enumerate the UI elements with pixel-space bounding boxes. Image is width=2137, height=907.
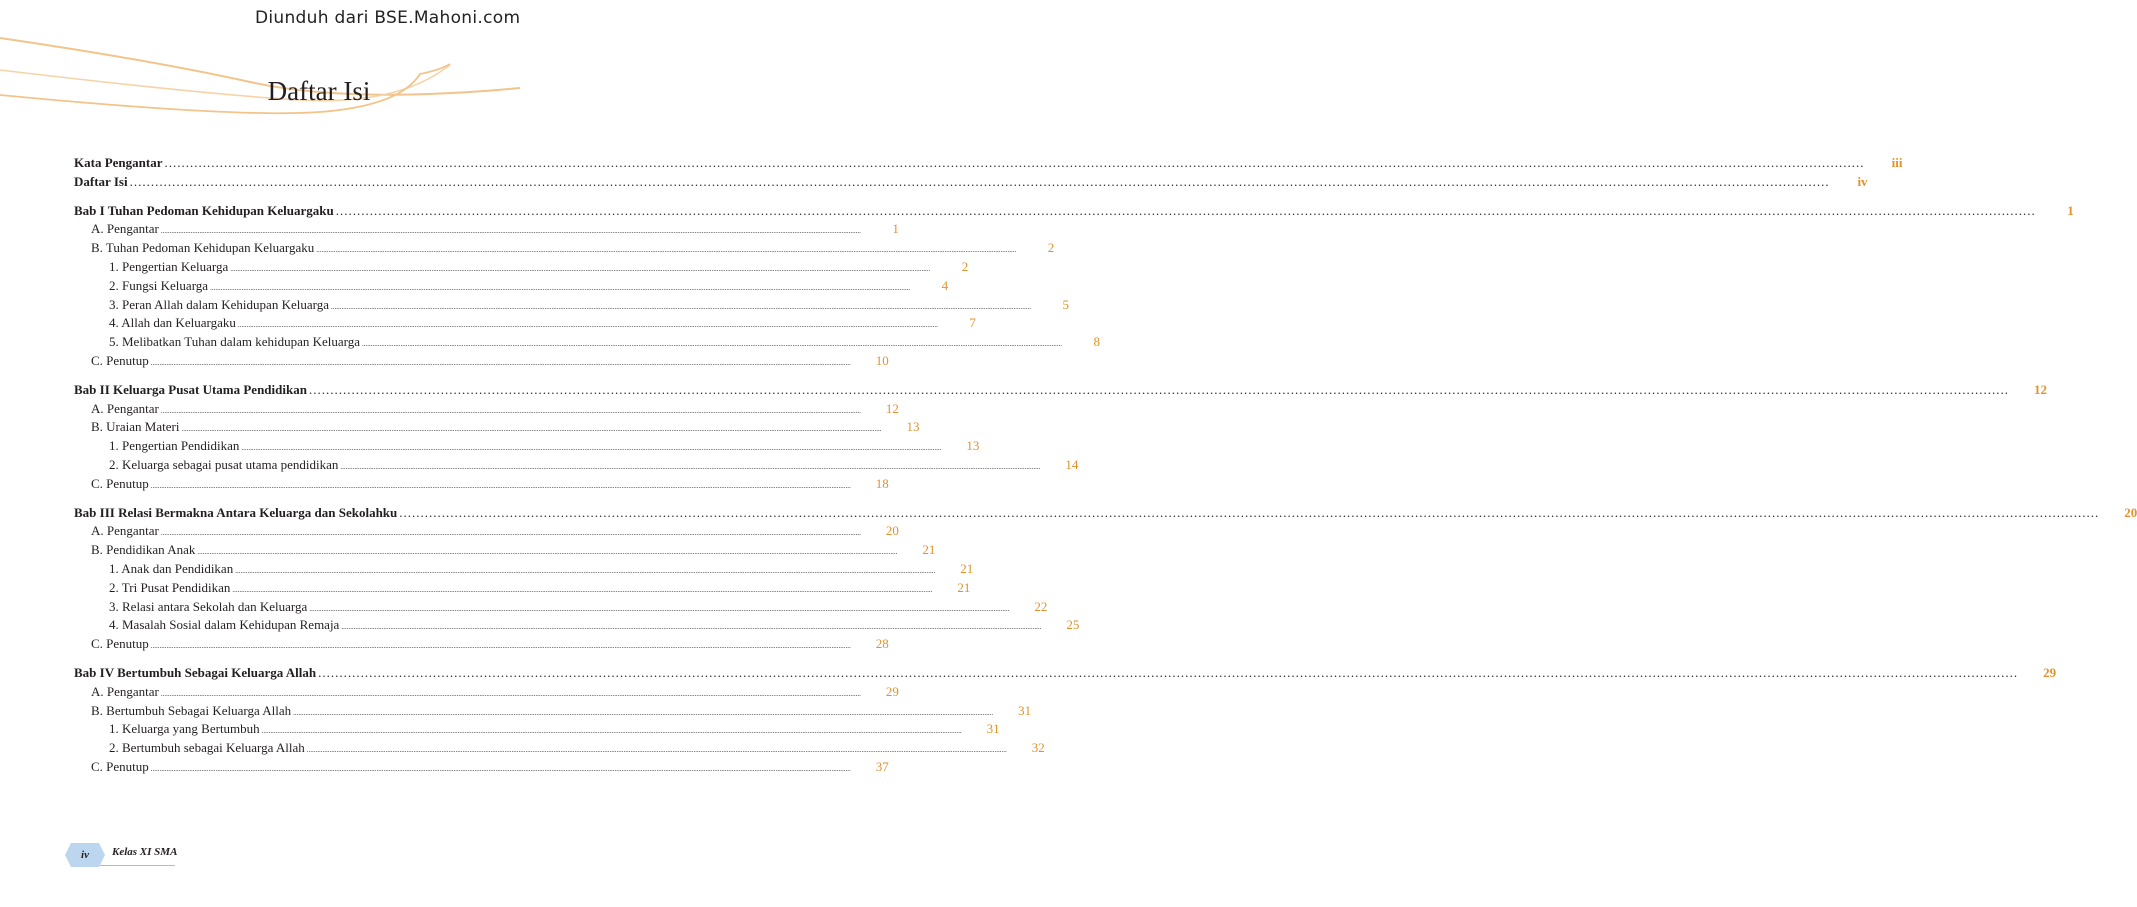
toc-entry[interactable]	[74, 352, 889, 372]
dot-leader: ................................................................................................................................................................................................................................................................................................................................................................................................................	[309, 604, 1010, 613]
toc-entry-label: B. Pendidikan Anak	[91, 542, 196, 558]
toc-entry-label: B. Uraian Materi	[91, 419, 180, 435]
toc-entry-label: 3. Peran Allah dalam Kehidupan Keluarga	[109, 296, 329, 312]
dot-leader: ................................................................................................................................................................................................................................................................................................................................................................................................................	[150, 481, 851, 490]
toc-entry-page: 21	[957, 579, 971, 595]
toc-entry-label: Bab I Tuhan Pedoman Kehidupan Keluargaku	[74, 202, 334, 218]
toc-entry-label: Bab IV Bertumbuh Sebagai Keluarga Allah	[74, 664, 317, 680]
dot-leader: ................................................................................................................................................................................................................................................................................................................................................................................................................	[197, 548, 898, 557]
toc-entry-page: 12	[885, 400, 899, 416]
toc-entry-page: 7	[969, 315, 976, 331]
footer-divider	[100, 865, 175, 866]
toc-entry[interactable]	[74, 296, 1069, 316]
toc-entry[interactable]	[74, 523, 899, 542]
toc-entry-page: 2	[1047, 240, 1055, 256]
dot-leader: ................................................................................................................................................................................................................................................................................................................................................................................................................	[160, 689, 861, 698]
toc-entry-label: 1. Pengertian Keluarga	[109, 258, 229, 274]
toc-entry-label: 2. Fungsi Keluarga	[109, 277, 209, 293]
toc-entry-label: A. Pengantar	[91, 221, 159, 237]
dot-leader: ................................................................................................................................................................................................................................................................................................................................................................................................................	[335, 202, 2036, 218]
dot-leader: ................................................................................................................................................................................................................................................................................................................................................................................................................	[232, 585, 933, 594]
dot-leader: ................................................................................................................................................................................................................................................................................................................................................................................................................	[316, 246, 1017, 255]
toc-entry-label: Bab II Keluarga Pusat Utama Pendidikan	[74, 381, 307, 397]
toc-entry[interactable]	[74, 240, 1055, 259]
dot-leader: ................................................................................................................................................................................................................................................................................................................................................................................................................	[399, 504, 2100, 520]
dot-leader: ................................................................................................................................................................................................................................................................................................................................................................................................................	[261, 727, 962, 736]
toc-entry-page: 14	[1065, 456, 1079, 472]
toc-entry-label: A. Pengantar	[91, 683, 159, 699]
toc-entry[interactable]	[74, 438, 980, 457]
toc-entry-page: 20	[885, 523, 899, 539]
table-of-contents	[74, 155, 2137, 778]
dot-leader: ................................................................................................................................................................................................................................................................................................................................................................................................................	[160, 529, 861, 538]
toc-entry[interactable]	[74, 579, 971, 599]
toc-entry-page: 5	[1062, 296, 1069, 312]
toc-entry[interactable]	[74, 381, 2047, 401]
dot-leader: ................................................................................................................................................................................................................................................................................................................................................................................................................	[164, 155, 1865, 170]
toc-entry[interactable]	[74, 702, 1032, 722]
toc-entry[interactable]	[74, 504, 2137, 524]
dot-leader: ................................................................................................................................................................................................................................................................................................................................................................................................................	[129, 173, 1830, 189]
toc-entry[interactable]	[74, 542, 936, 561]
toc-entry-page: 25	[1066, 617, 1080, 633]
toc-entry[interactable]	[74, 277, 949, 297]
toc-entry-label: Bab III Relasi Bermakna Antara Keluarga dan Sekolahku	[74, 504, 398, 520]
dot-leader: ................................................................................................................................................................................................................................................................................................................................................................................................................	[318, 664, 2019, 680]
toc-entry-label: B. Bertumbuh Sebagai Keluarga Allah	[91, 702, 292, 718]
toc-entry-page: 29	[885, 683, 899, 699]
page-number: iv	[81, 849, 89, 861]
toc-entry[interactable]	[74, 721, 1000, 740]
dot-leader: ................................................................................................................................................................................................................................................................................................................................................................................................................	[306, 746, 1007, 755]
book-title: Kelas XI SMA	[112, 846, 178, 858]
toc-entry-label: 4. Masalah Sosial dalam Kehidupan Remaja	[109, 617, 340, 633]
toc-entry-label: C. Penutup	[91, 636, 149, 652]
dot-leader: ................................................................................................................................................................................................................................................................................................................................................................................................................	[341, 623, 1042, 632]
dot-leader: ................................................................................................................................................................................................................................................................................................................................................................................................................	[235, 566, 936, 575]
toc-entry-label: C. Penutup	[91, 352, 149, 368]
toc-entry-label: 2. Tri Pusat Pendidikan	[109, 579, 231, 595]
toc-entry-page: iv	[1857, 173, 1868, 189]
toc-entry-page: 37	[875, 758, 889, 774]
dot-leader: ................................................................................................................................................................................................................................................................................................................................................................................................................	[237, 321, 938, 330]
toc-entry[interactable]	[74, 419, 920, 438]
dot-leader: ................................................................................................................................................................................................................................................................................................................................................................................................................	[362, 340, 1063, 349]
dot-leader: ................................................................................................................................................................................................................................................................................................................................................................................................................	[210, 283, 911, 292]
page-title: Daftar Isi	[267, 76, 371, 106]
toc-entry-page: 13	[906, 419, 920, 435]
dot-leader: ................................................................................................................................................................................................................................................................................................................................................................................................................	[160, 227, 861, 236]
watermark-text: Diunduh dari BSE.Mahoni.com	[255, 8, 521, 28]
toc-entry[interactable]	[74, 221, 899, 240]
dot-leader: ................................................................................................................................................................................................................................................................................................................................................................................................................	[150, 358, 851, 367]
toc-entry-label: Kata Pengantar	[74, 155, 163, 170]
toc-entry[interactable]	[74, 617, 1080, 636]
toc-entry[interactable]	[74, 456, 1079, 476]
toc-entry-page: 32	[1031, 740, 1045, 756]
toc-entry-label: 1. Keluarga yang Bertumbuh	[109, 721, 260, 737]
toc-entry[interactable]	[74, 598, 1048, 618]
toc-entry-label: 1. Anak dan Pendidikan	[109, 560, 234, 576]
toc-entry[interactable]	[74, 155, 1903, 174]
dot-leader: ................................................................................................................................................................................................................................................................................................................................................................................................................	[340, 462, 1041, 471]
dot-leader: ................................................................................................................................................................................................................................................................................................................................................................................................................	[293, 708, 994, 717]
toc-entry-page: 21	[960, 560, 974, 576]
toc-entry-label: 4. Allah dan Keluargaku	[109, 315, 236, 331]
toc-entry-page: 31	[986, 721, 1000, 737]
toc-entry[interactable]	[74, 758, 889, 778]
toc-entry[interactable]	[74, 400, 899, 420]
toc-entry-page: 31	[1018, 702, 1032, 718]
dot-leader: ................................................................................................................................................................................................................................................................................................................................................................................................................	[160, 406, 861, 415]
toc-entry-page: 13	[966, 438, 980, 454]
toc-entry[interactable]	[74, 560, 974, 580]
toc-entry[interactable]	[74, 636, 889, 655]
toc-entry-page: 10	[875, 352, 889, 368]
toc-entry-label: 2. Bertumbuh sebagai Keluarga Allah	[109, 740, 305, 756]
toc-entry-page: 22	[1034, 598, 1048, 614]
toc-entry[interactable]	[74, 664, 2057, 684]
toc-entry-label: 1. Pengertian Pendidikan	[109, 438, 240, 454]
dot-leader: ................................................................................................................................................................................................................................................................................................................................................................................................................	[308, 381, 2009, 397]
toc-entry-label: C. Penutup	[91, 758, 149, 774]
toc-entry-label: A. Pengantar	[91, 523, 159, 539]
toc-entry[interactable]	[74, 173, 1868, 193]
toc-entry-page: 1	[2067, 202, 2074, 218]
toc-entry-page: 8	[1093, 334, 1101, 350]
toc-entry-label: 2. Keluarga sebagai pusat utama pendidikan	[109, 456, 339, 472]
toc-entry[interactable]	[74, 740, 1045, 759]
toc-entry-page: 12	[2033, 381, 2047, 397]
toc-entry[interactable]	[74, 475, 889, 495]
dot-leader: ................................................................................................................................................................................................................................................................................................................................................................................................................	[241, 444, 942, 453]
toc-entry-label: C. Penutup	[91, 475, 149, 491]
dot-leader: ................................................................................................................................................................................................................................................................................................................................................................................................................	[181, 425, 882, 434]
dot-leader: ................................................................................................................................................................................................................................................................................................................................................................................................................	[230, 264, 931, 273]
toc-entry[interactable]	[74, 683, 899, 703]
toc-entry[interactable]	[74, 315, 976, 334]
dot-leader: ................................................................................................................................................................................................................................................................................................................................................................................................................	[150, 642, 851, 651]
toc-entry-label: 5. Melibatkan Tuhan dalam kehidupan Keluarga	[109, 334, 361, 350]
toc-entry-page: 21	[922, 542, 936, 558]
dot-leader: ................................................................................................................................................................................................................................................................................................................................................................................................................	[150, 764, 851, 773]
toc-entry-page: iii	[1891, 155, 1903, 170]
toc-entry[interactable]	[74, 258, 969, 278]
toc-entry-page: 1	[892, 221, 899, 237]
toc-entry-page: 29	[2043, 664, 2057, 680]
toc-entry-page: 4	[941, 277, 949, 293]
decorative-arcs	[0, 0, 638, 150]
toc-entry-label: 3. Relasi antara Sekolah dan Keluarga	[109, 598, 308, 614]
toc-entry[interactable]	[74, 202, 2074, 222]
toc-entry-label: Daftar Isi	[74, 173, 128, 189]
toc-entry-page: 28	[875, 636, 889, 652]
toc-entry-page: 2	[961, 258, 969, 274]
toc-entry-page: 18	[875, 475, 889, 491]
toc-entry-label: A. Pengantar	[91, 400, 159, 416]
toc-entry-page: 20	[2124, 504, 2137, 520]
toc-entry[interactable]	[74, 334, 1101, 353]
toc-entry-label: B. Tuhan Pedoman Kehidupan Keluargaku	[91, 240, 315, 256]
dot-leader: ................................................................................................................................................................................................................................................................................................................................................................................................................	[330, 302, 1031, 311]
